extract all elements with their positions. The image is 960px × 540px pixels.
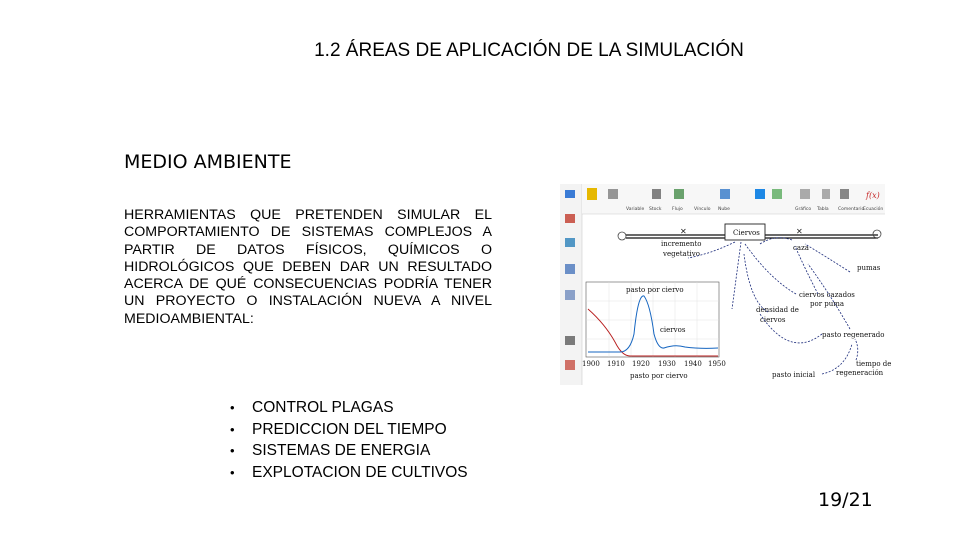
svg-text:Flujo: Flujo [672,207,683,212]
svg-text:Gráfico: Gráfico [795,207,812,212]
svg-text:Tabla: Tabla [817,207,829,212]
tool-icon[interactable] [565,264,575,274]
cloud-icon [618,232,626,240]
simulation-model-screenshot [560,184,892,385]
svg-text:1930: 1930 [658,360,676,368]
plot-title: pasto por ciervo [626,286,684,294]
tool-icon[interactable] [822,189,830,199]
tool-icon[interactable] [772,189,782,199]
svg-text:1950: 1950 [708,360,726,368]
series-label: ciervos [660,326,686,334]
tool-icon[interactable] [565,290,575,300]
svg-text:Nube: Nube [718,207,730,212]
tool-icon[interactable] [720,189,730,199]
label-por-puma: por puma [810,300,845,308]
tool-icon[interactable] [587,188,597,200]
tool-icon[interactable] [608,189,618,199]
description-paragraph: HERRAMIENTAS QUE PRETENDEN SIMULAR EL COMPORTAMIENTO DE SISTEMAS COMPLEJOS A PARTIR DE DATOS FÍSICOS, QUÍMICOS O HIDROLÓGICOS QUE DEBEN DAR UN RESULTADO ACERCA DE QUÉ CONSECUENCIAS PODRÍA TENER UN PROYECTO O INSTALACIÓN NUEVA A NIVEL MEDIOAMBIENTAL: [124,207,492,327]
tool-icon[interactable] [800,189,810,199]
plot-x-label: pasto por ciervo [630,372,688,380]
svg-text:1920: 1920 [632,360,650,368]
svg-text:Vínculo: Vínculo [694,207,711,212]
tool-icon[interactable] [565,214,575,223]
tool-icon[interactable] [840,189,849,199]
label-caza: caza [793,244,809,252]
population-plot [582,282,726,380]
label-ciervos-cazados: ciervos cazados [799,291,855,299]
label-densidad: densidad de [756,306,799,314]
tool-icon[interactable] [652,189,661,199]
tool-icon[interactable] [565,238,575,247]
label-pasto-regenerado: pasto regenerado [822,331,885,339]
application-list [230,397,475,483]
tool-icon[interactable] [565,360,575,370]
stock-label: Ciervos [733,229,760,237]
tool-icon[interactable] [674,189,684,199]
svg-text:1910: 1910 [607,360,625,368]
label-pumas: pumas [857,264,881,272]
plot-x-ticks [582,360,726,368]
label-vegetativo: vegetativo [663,250,700,258]
fx-icon[interactable]: f(x) [866,191,880,200]
valve-icon: ✕ [796,227,803,236]
label-incremento: incremento [661,240,702,248]
tool-icon[interactable] [755,189,765,199]
list-item: • SISTEMAS DE ENERGIA [230,440,475,462]
svg-text:Variable: Variable [626,207,645,212]
label-tiempo: tiempo de [856,360,892,368]
model-diagram [560,184,892,385]
list-item: • CONTROL PLAGAS [230,397,475,419]
section-heading: MEDIO AMBIENTE [124,151,292,173]
valve-icon: ✕ [680,227,687,236]
cloud-icon [873,230,881,238]
svg-text:1900: 1900 [582,360,600,368]
svg-text:ciervos: ciervos [760,316,786,324]
list-item: • PREDICCION DEL TIEMPO [230,419,475,441]
svg-text:1940: 1940 [684,360,702,368]
svg-text:Stock: Stock [649,207,662,212]
label-pasto-inicial: pasto inicial [772,371,816,379]
svg-text:Ecuación: Ecuación [863,207,884,212]
list-item: • EXPLOTACION DE CULTIVOS [230,462,475,484]
tool-icon[interactable] [565,190,575,198]
tool-icon[interactable] [565,336,575,345]
svg-text:regeneración: regeneración [836,369,884,377]
svg-text:Comentario: Comentario [838,207,865,212]
page-number: 19/21 [818,489,873,511]
slide-title: 1.2 ÁREAS DE APLICACIÓN DE LA SIMULACIÓN [314,40,744,61]
